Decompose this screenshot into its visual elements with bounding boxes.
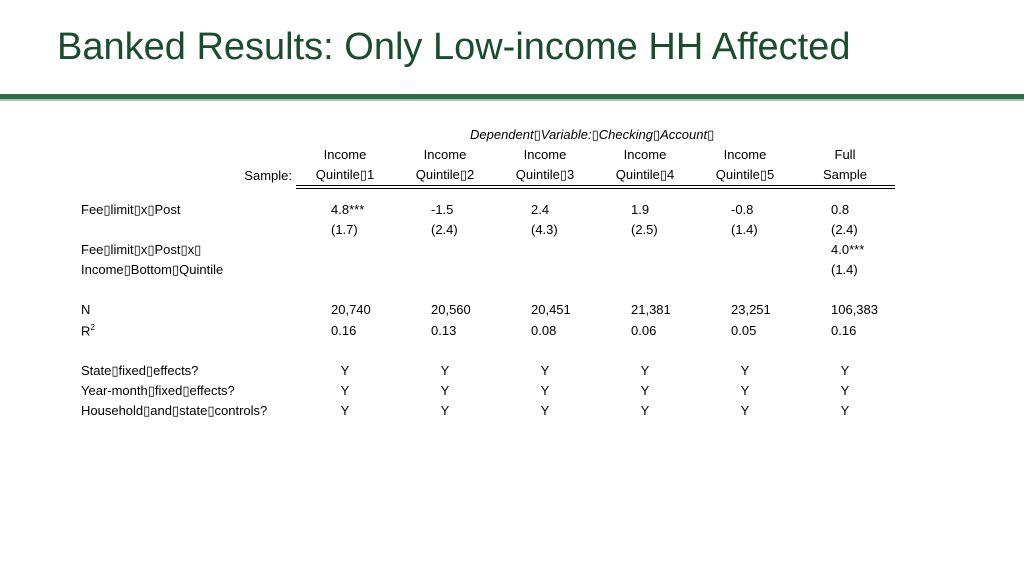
fe-indicator-cell: Y [540, 383, 550, 398]
header-rule-top [296, 185, 895, 186]
row-label-controls: Household▯and▯state▯controls? [81, 403, 268, 418]
controls-indicator-cell: Y [740, 403, 750, 418]
coef-cell: 1.9 [631, 202, 650, 217]
fe-indicator-cell: Y [340, 363, 350, 378]
row-label-state-fe: State▯fixed▯effects? [81, 363, 199, 378]
col-header-6-line1: Full [834, 147, 856, 162]
col-header-2-line2: Quintile▯2 [415, 167, 475, 182]
r2-cell: 0.06 [631, 323, 657, 338]
fe-indicator-cell: Y [640, 363, 650, 378]
se-cell: (1.4) [731, 222, 758, 237]
r2-cell: 0.16 [331, 323, 357, 338]
se-cell: (4.3) [531, 222, 558, 237]
sample-label: Sample: [244, 168, 292, 183]
fe-indicator-cell: Y [740, 383, 750, 398]
title-divider-accent [0, 99, 1024, 101]
controls-indicator-cell: Y [840, 403, 850, 418]
row-label-r2 [81, 323, 95, 338]
r2-cell: 0.13 [431, 323, 457, 338]
row-label-interaction-line2: Income▯Bottom▯Quintile [81, 262, 224, 277]
fe-indicator-cell: Y [540, 363, 550, 378]
fe-indicator-cell: Y [740, 363, 750, 378]
dependent-variable-caption: Dependent▯Variable:▯Checking▯Account▯ [470, 127, 715, 142]
coef-cell: 4.0*** [831, 242, 865, 257]
se-cell: (2.5) [631, 222, 658, 237]
header-rule-bottom [296, 188, 895, 189]
fe-indicator-cell: Y [440, 383, 450, 398]
fe-indicator-cell: Y [440, 363, 450, 378]
coef-cell: -0.8 [731, 202, 754, 217]
n-cell: 20,451 [531, 302, 571, 317]
col-header-5-line1: Income [723, 147, 767, 162]
r2-cell: 0.16 [831, 323, 857, 338]
row-label-n: N [81, 302, 91, 317]
controls-indicator-cell: Y [440, 403, 450, 418]
fe-indicator-cell: Y [840, 383, 850, 398]
fe-indicator-cell: Y [340, 383, 350, 398]
se-cell: (1.7) [331, 222, 358, 237]
r2-superscript: 2 [90, 323, 95, 332]
n-cell: 23,251 [731, 302, 771, 317]
col-header-1-line2: Quintile▯1 [315, 167, 375, 182]
col-header-4-line1: Income [623, 147, 667, 162]
coef-cell: 4.8*** [331, 202, 365, 217]
row-label-year-month-fe: Year-month▯fixed▯effects? [81, 383, 235, 398]
col-header-5-line2: Quintile▯5 [715, 167, 775, 182]
col-header-4-line2: Quintile▯4 [615, 167, 675, 182]
n-cell: 21,381 [631, 302, 671, 317]
col-header-2-line1: Income [423, 147, 467, 162]
n-cell: 20,740 [331, 302, 371, 317]
col-header-3-line2: Quintile▯3 [515, 167, 575, 182]
coef-cell: 0.8 [831, 202, 850, 217]
slide-title: Banked Results: Only Low-income HH Affected [57, 26, 851, 68]
col-header-3-line1: Income [523, 147, 567, 162]
controls-indicator-cell: Y [640, 403, 650, 418]
se-cell: (2.4) [431, 222, 458, 237]
controls-indicator-cell: Y [540, 403, 550, 418]
row-label-interaction-line1: Fee▯limit▯x▯Post▯x▯ [81, 242, 202, 257]
col-header-6-line2: Sample [822, 167, 868, 182]
r2-cell: 0.08 [531, 323, 557, 338]
controls-indicator-cell: Y [340, 403, 350, 418]
r2-label: R [81, 323, 91, 339]
coef-cell: 2.4 [531, 202, 550, 217]
coef-cell: -1.5 [431, 202, 454, 217]
n-cell: 106,383 [831, 302, 878, 317]
se-cell: (2.4) [831, 222, 858, 237]
fe-indicator-cell: Y [640, 383, 650, 398]
col-header-1-line1: Income [323, 147, 367, 162]
n-cell: 20,560 [431, 302, 471, 317]
fe-indicator-cell: Y [840, 363, 850, 378]
row-label-fee-limit-post: Fee▯limit▯x▯Post [81, 202, 181, 217]
se-cell: (1.4) [831, 262, 858, 277]
r2-cell: 0.05 [731, 323, 757, 338]
